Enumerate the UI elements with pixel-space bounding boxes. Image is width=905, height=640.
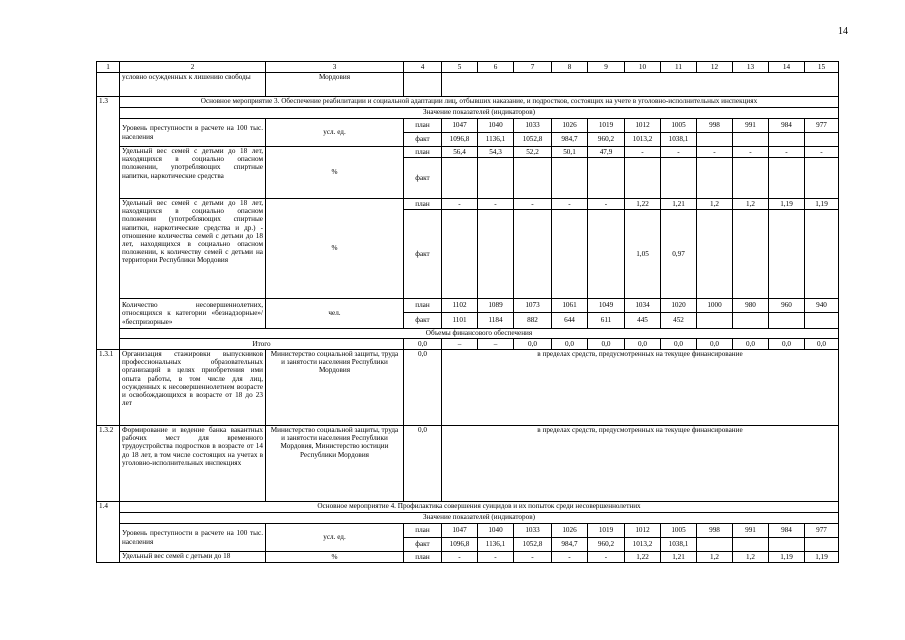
value-cell: 1,2 [733, 199, 769, 210]
page-number: 14 [838, 26, 848, 37]
header-cell: 4 [404, 62, 442, 73]
value-cell: 1033 [514, 524, 552, 538]
value-cell: 977 [805, 119, 839, 133]
value-cell [805, 210, 839, 299]
value-cell: 52,2 [514, 147, 552, 158]
value-cell: 1040 [478, 524, 514, 538]
header-cell: 8 [552, 62, 588, 73]
value-cell: 50,1 [552, 147, 588, 158]
plan-label: план [404, 552, 442, 563]
value-cell: 984,7 [552, 133, 588, 147]
value-cell: - [733, 147, 769, 158]
section-title: Основное мероприятие 4. Профилактика совершения суицидов и их попыток среди несовершеннолетних [120, 502, 839, 513]
executor-cell: Министерство социальной защиты, труда и занятости населения Республики Мордовия, Министерство юстиции Республики Мордовия [266, 426, 404, 502]
value-cell: 1061 [552, 299, 588, 313]
header-cell: 13 [733, 62, 769, 73]
value-cell: 980 [733, 299, 769, 313]
fact-label: факт [404, 538, 442, 552]
header-cell: 1 [97, 62, 120, 73]
value-cell: 1,2 [733, 552, 769, 563]
indicators-title: Значение показателей (индикаторов) [120, 108, 839, 119]
value-cell [697, 210, 733, 299]
value-cell: 960 [769, 299, 805, 313]
value-cell: - [514, 199, 552, 210]
value-cell: 1052,8 [514, 538, 552, 552]
value-cell: 1038,1 [661, 538, 697, 552]
table-row [97, 119, 839, 133]
value-cell: 0,0 [769, 339, 805, 350]
fact-label: факт [404, 133, 442, 147]
indicator-name: Количество несовершеннолетних, относящихся к категории «безнадзорные»/ «беспризорные» [120, 299, 266, 329]
value-cell: 47,9 [588, 147, 625, 158]
value-cell: 1,21 [661, 199, 697, 210]
table-row [97, 147, 839, 158]
value-cell: 984,7 [552, 538, 588, 552]
plan-label: план [404, 199, 442, 210]
value-cell: 0,97 [661, 210, 697, 299]
value-cell: 1047 [442, 524, 478, 538]
unit-cell: усл. ед. [266, 524, 404, 552]
header-cell: 7 [514, 62, 552, 73]
value-cell: 1101 [442, 313, 478, 329]
table-header-row [97, 62, 839, 73]
value-cell: 1026 [552, 524, 588, 538]
value-cell: - [769, 147, 805, 158]
value-cell: 1102 [442, 299, 478, 313]
value-cell: 0,0 [552, 339, 588, 350]
value-cell [769, 210, 805, 299]
value-cell [478, 210, 514, 299]
value-cell: 0,0 [404, 350, 442, 426]
table-row [97, 199, 839, 210]
plan-label: план [404, 299, 442, 313]
total-row [97, 339, 839, 350]
value-cell: 1020 [661, 299, 697, 313]
header-cell: 9 [588, 62, 625, 73]
measure-name: условно осужденных к лишению свободы [120, 73, 266, 97]
value-cell: 1052,8 [514, 133, 552, 147]
value-cell: 1136,1 [478, 538, 514, 552]
indicators-title: Значение показателей (индикаторов) [120, 513, 839, 524]
value-cell: 984 [769, 524, 805, 538]
value-cell: 1,19 [805, 199, 839, 210]
value-cell [733, 210, 769, 299]
value-cell [552, 210, 588, 299]
financing-note: в пределах средств, предусмотренных на текущее финансирование [442, 350, 839, 426]
unit-cell: усл. ед. [266, 119, 404, 147]
value-cell: 611 [588, 313, 625, 329]
value-cell: 1033 [514, 119, 552, 133]
header-cell: 14 [769, 62, 805, 73]
value-cell: 1,19 [769, 552, 805, 563]
value-cell: 1,2 [697, 199, 733, 210]
value-cell: 998 [697, 524, 733, 538]
value-cell: - [442, 199, 478, 210]
value-cell: 1047 [442, 119, 478, 133]
indicator-name: Уровень преступности в расчете на 100 тыс. населения [120, 119, 266, 147]
value-cell: - [478, 199, 514, 210]
indicator-name: Удельный вес семей с детьми до 18 лет, находящихся в социально опасном положении (употребляющих спиртные напитки, наркотические средства и др.) - отношение количества семей с детьми до 18 лет, находящихся в социально опасном положении, к количеству семей с детьми на территории Республики Мордовия [120, 199, 266, 299]
table-row [97, 552, 839, 563]
section-title: Основное мероприятие 3. Обеспечение реабилитации и социальной адаптации лиц, отбывших наказание, и подростков, состоящих на учете в уголовно-исполнительных инспекциях [120, 97, 839, 108]
value-cell: 960,2 [588, 538, 625, 552]
value-cell: 1005 [661, 119, 697, 133]
value-cell [514, 210, 552, 299]
value-cell: 977 [805, 524, 839, 538]
unit-cell: % [266, 199, 404, 299]
value-cell: 1038,1 [661, 133, 697, 147]
executor-cell: Мордовия [266, 73, 404, 97]
value-cell: 0,0 [805, 339, 839, 350]
value-cell: 1019 [588, 119, 625, 133]
section-row [97, 502, 839, 513]
value-cell: 1013,2 [625, 538, 661, 552]
value-cell: 1184 [478, 313, 514, 329]
value-cell: 452 [661, 313, 697, 329]
value-cell: 54,3 [478, 147, 514, 158]
value-cell: - [697, 147, 733, 158]
measure-number: 1.3.2 [97, 426, 120, 502]
unit-cell: % [266, 147, 404, 199]
measure-number: 1.3.1 [97, 350, 120, 426]
fact-label: факт [404, 313, 442, 329]
value-cell: 0,0 [404, 426, 442, 502]
value-cell: - [552, 199, 588, 210]
subheading-row [97, 108, 839, 119]
value-cell: 1019 [588, 524, 625, 538]
header-cell: 11 [661, 62, 697, 73]
value-cell: 1,21 [661, 552, 697, 563]
section-number: 1.4 [97, 502, 120, 563]
value-cell: 0,0 [404, 339, 442, 350]
value-cell: 1005 [661, 524, 697, 538]
value-cell: 1012 [625, 524, 661, 538]
value-cell: 882 [514, 313, 552, 329]
value-cell: 1034 [625, 299, 661, 313]
value-cell: 1089 [478, 299, 514, 313]
header-cell: 3 [266, 62, 404, 73]
indicator-name: Удельный вес семей с детьми до 18 лет, находящихся в социально опасном положении, употребляющих спиртные напитки, наркотические средства [120, 147, 266, 199]
value-cell: 1026 [552, 119, 588, 133]
indicator-name: Уровень преступности в расчете на 100 тыс. населения [120, 524, 266, 552]
table-row [97, 426, 839, 502]
value-cell: 56,4 [442, 147, 478, 158]
value-cell: - [514, 552, 552, 563]
table-row [97, 524, 839, 538]
subheading-row [97, 513, 839, 524]
value-cell: 1073 [514, 299, 552, 313]
fact-label: факт [404, 158, 442, 199]
total-label: Итого [120, 339, 404, 350]
header-cell: 10 [625, 62, 661, 73]
unit-cell: % [266, 552, 404, 563]
value-cell: 991 [733, 119, 769, 133]
value-cell: - [588, 199, 625, 210]
value-cell: 1012 [625, 119, 661, 133]
fact-label: факт [404, 210, 442, 299]
value-cell: 1096,8 [442, 538, 478, 552]
value-cell: 1,19 [805, 552, 839, 563]
plan-label: план [404, 524, 442, 538]
value-cell: 1013,2 [625, 133, 661, 147]
value-cell: 960,2 [588, 133, 625, 147]
value-cell: 0,0 [588, 339, 625, 350]
header-cell: 5 [442, 62, 478, 73]
value-cell: – [442, 339, 478, 350]
value-cell: 445 [625, 313, 661, 329]
value-cell: 984 [769, 119, 805, 133]
indicator-name: Удельный вес семей с детьми до 18 [120, 552, 266, 563]
value-cell [442, 210, 478, 299]
value-cell: – [478, 339, 514, 350]
value-cell: 0,0 [733, 339, 769, 350]
value-cell: 1,05 [625, 210, 661, 299]
value-cell: 1049 [588, 299, 625, 313]
section-row [97, 97, 839, 108]
header-cell: 6 [478, 62, 514, 73]
value-cell: 1040 [478, 119, 514, 133]
header-cell: 2 [120, 62, 266, 73]
value-cell: 1,22 [625, 199, 661, 210]
value-cell: 1000 [697, 299, 733, 313]
executor-cell: Министерство социальной защиты, труда и занятости населения Республики Мордовия [266, 350, 404, 426]
value-cell: 1096,8 [442, 133, 478, 147]
value-cell: 0,0 [514, 339, 552, 350]
value-cell [588, 210, 625, 299]
value-cell: - [588, 552, 625, 563]
header-cell: 15 [805, 62, 839, 73]
value-cell: 991 [733, 524, 769, 538]
unit-cell: чел. [266, 299, 404, 329]
value-cell: - [552, 552, 588, 563]
value-cell: - [625, 147, 661, 158]
plan-label: план [404, 119, 442, 133]
finance-title: Объемы финансового обеспечения [120, 329, 839, 339]
subheading-row [97, 329, 839, 339]
value-cell: 1,19 [769, 199, 805, 210]
header-cell: 12 [697, 62, 733, 73]
value-cell: 1,22 [625, 552, 661, 563]
value-cell: 1136,1 [478, 133, 514, 147]
value-cell: 998 [697, 119, 733, 133]
value-cell: - [661, 147, 697, 158]
section-number: 1.3 [97, 97, 120, 350]
program-table [96, 61, 839, 563]
value-cell: 644 [552, 313, 588, 329]
table-row [97, 350, 839, 426]
value-cell: 0,0 [697, 339, 733, 350]
value-cell: 0,0 [661, 339, 697, 350]
measure-name: Формирование и ведение банка вакантных рабочих мест для временного трудоустройства подростков в возрасте от 14 до 18 лет, в том числе состоящих на учетах в уголовно-исполнительных инспекциях [120, 426, 266, 502]
table-row [97, 73, 839, 97]
value-cell: 0,0 [625, 339, 661, 350]
value-cell: 1,2 [697, 552, 733, 563]
value-cell: - [478, 552, 514, 563]
value-cell: - [442, 552, 478, 563]
measure-name: Организация стажировки выпускников профессиональных образовательных организаций в целях приобретения ими опыта работы, в том числе для лиц, осужденных к несовершеннолетнем возрасте и освобождающихся в возрасте от 18 до 23 лет [120, 350, 266, 426]
value-cell: - [805, 147, 839, 158]
table-row [97, 299, 839, 313]
plan-label: план [404, 147, 442, 158]
financing-note: в пределах средств, предусмотренных на текущее финансирование [442, 426, 839, 502]
value-cell: 940 [805, 299, 839, 313]
